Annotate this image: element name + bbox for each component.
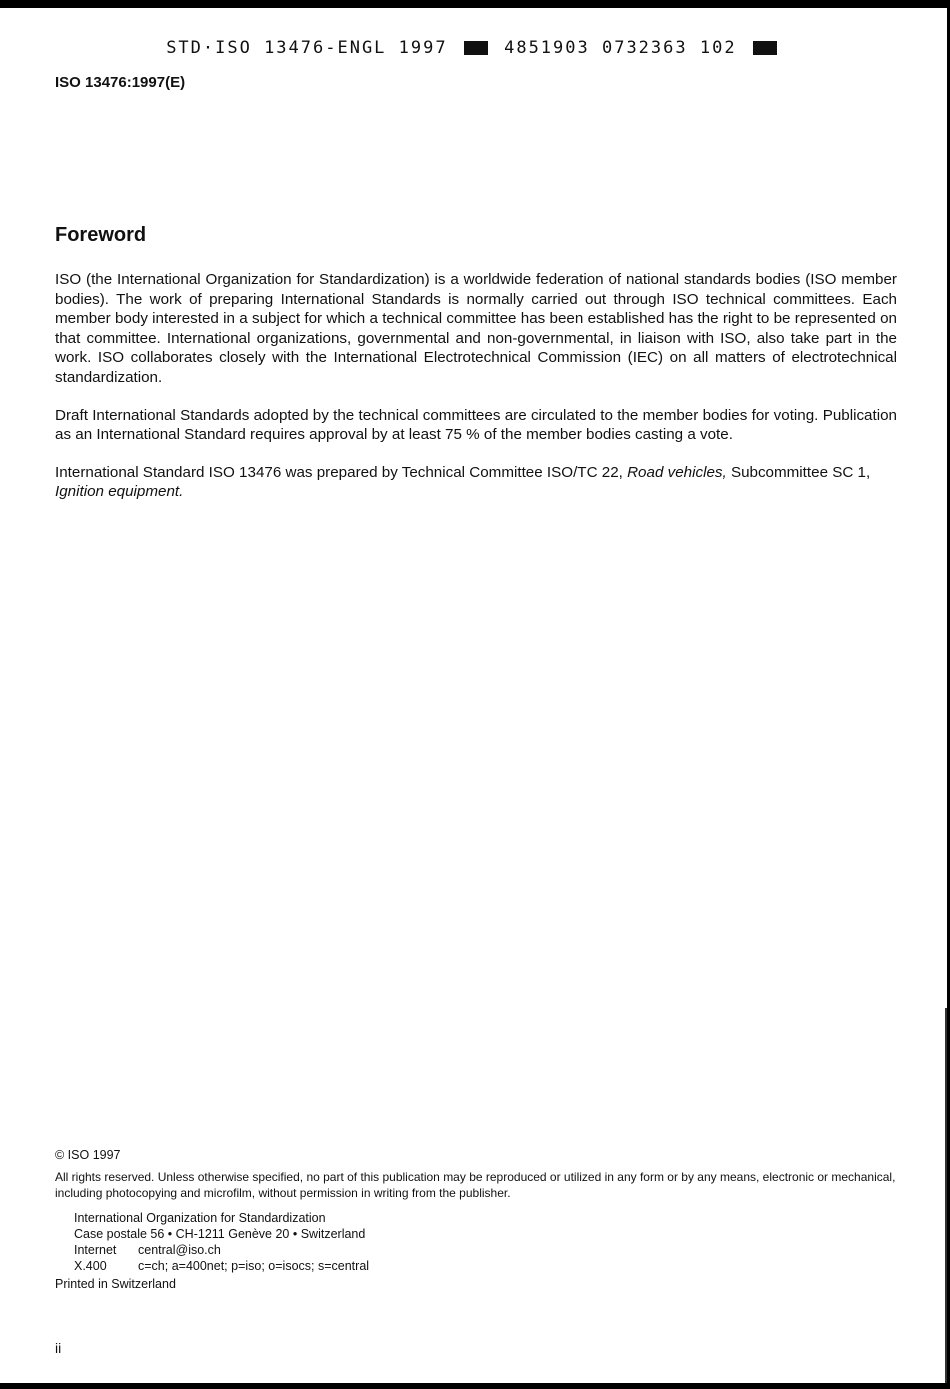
publisher-address (74, 1210, 369, 1274)
black-block-mark (464, 41, 488, 55)
internet-address: central@iso.ch (138, 1243, 221, 1257)
document-identifier: ISO 13476:1997(E) (55, 74, 186, 91)
postal-address: Case postale 56 • CH-1211 Genève 20 • Switzerland (74, 1227, 366, 1241)
paragraph-3-text: Subcommittee SC 1, (726, 463, 871, 481)
printed-in: Printed in Switzerland (55, 1277, 176, 1291)
page-number: ii (55, 1340, 62, 1356)
x400-label: X.400 (74, 1259, 107, 1273)
x400-line (74, 1258, 369, 1274)
scan-header (0, 38, 947, 58)
foreword-paragraph-1: ISO (the International Organization for Standardization) is a worldwide federation of national standards bodies (ISO member bodies). The work of preparing International Standards is normally carried out through ISO technical committees. Each member body interested in a subject for which a technical committee has been established has the right to be represented on that committee. International organizations, governmental and non-governmental, in liaison with ISO, also take part in the work. ISO collaborates closely with the International Electrotechnical Commission (IEC) on all matters of electrotechnical standardization. (55, 271, 897, 386)
internet-line (74, 1242, 369, 1258)
foreword-body (55, 270, 897, 520)
subcommittee-name: Ignition equipment. (55, 483, 184, 501)
foreword-paragraph-3 (55, 463, 897, 502)
foreword-paragraph-2: Draft International Standards adopted by the technical committees are circulated to the member bodies for voting. Publication as an International Standard requires approval by at least 75 % of the member bodies casting a vote. (55, 406, 897, 444)
copyright-notice: © ISO 1997 (55, 1148, 121, 1162)
paragraph-3-text: International Standard ISO 13476 was prepared by Technical Committee ISO/TC 22, (55, 463, 628, 481)
committee-name: Road vehicles, (627, 463, 727, 481)
black-block-mark (753, 41, 777, 55)
organization-name: International Organization for Standardization (74, 1211, 326, 1225)
document-page (0, 8, 947, 1383)
internet-label: Internet (74, 1243, 117, 1257)
scan-header-code: STD·ISO 13476-ENGL 1997 (166, 38, 448, 58)
scan-edge-line (945, 1008, 947, 1383)
rights-statement: All rights reserved. Unless otherwise specified, no part of this publication may be reproduced or utilized in any form or by any means, electronic or mechanical, including photocopying and microfilm, without permission in writing from the publisher. (55, 1170, 896, 1200)
x400-address: c=ch; a=400net; p=iso; o=isocs; s=central (138, 1259, 370, 1273)
foreword-heading: Foreword (55, 224, 147, 246)
scan-header-number: 4851903 0732363 102 (504, 38, 737, 58)
